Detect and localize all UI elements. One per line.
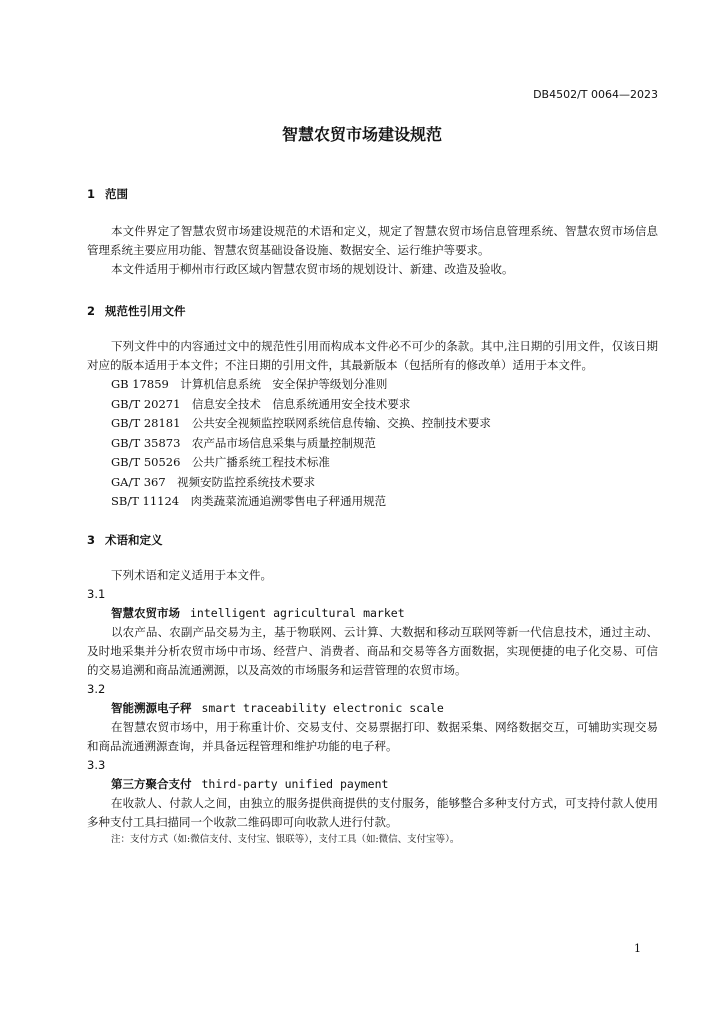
- term-number: 3.3: [87, 757, 106, 772]
- paragraph: 本文件适用于柳州市行政区域内智慧农贸市场的规划设计、新建、改造及验收。: [111, 262, 514, 276]
- section-title: 规范性引用文件: [105, 304, 186, 318]
- term-definition: 在收款人、付款人之间，由独立的服务提供商提供的支付服务，能够整合多种支付方式，可支持付款人使用多种支付工具扫描同一个收款二维码即可向收款人进行付款。: [87, 795, 658, 829]
- term-note: 注：支付方式（如:微信支付、支付宝、银联等），支付工具（如:微信、支付宝等）。: [111, 833, 460, 845]
- document-body: [87, 184, 658, 848]
- document-number: DB4502/T 0064—2023: [533, 88, 658, 101]
- reference-item: GB/T 35873 农产品市场信息采集与质量控制规范: [111, 435, 376, 450]
- section-heading-terms-definitions: [87, 530, 658, 550]
- term-definition: 在智慧农贸市场中，用于称重计价、交易支付、交易票据打印、数据采集、网络数据交互，可辅助实现交易和商品流通溯源查询，并具备远程管理和维护功能的电子秤。: [87, 719, 658, 753]
- section-heading-normative-references: [87, 301, 658, 321]
- term-chinese: 智能溯源电子秤: [111, 700, 192, 715]
- reference-item: GA/T 367 视频安防监控系统技术要求: [111, 474, 316, 489]
- term-chinese: 智慧农贸市场: [111, 605, 180, 620]
- term-english: smart traceability electronic scale: [201, 700, 444, 715]
- reference-item: GB/T 28181 公共安全视频监控联网系统信息传输、交换、控制技术要求: [111, 416, 491, 430]
- paragraph: 本文件界定了智慧农贸市场建设规范的术语和定义，规定了智慧农贸市场信息管理系统、智慧农贸市场信息管理系统主要应用功能、智慧农贸基础设备设施、数据安全、运行维护等要求。: [87, 224, 658, 257]
- term-entry: [87, 699, 658, 718]
- reference-item: GB/T 50526 公共广播系统工程技术标准: [111, 455, 330, 469]
- section-title: 术语和定义: [105, 532, 163, 547]
- reference-item: GB 17859 计算机信息系统 安全保护等级划分准则: [111, 377, 388, 391]
- paragraph: 下列文件中的内容通过文中的规范性引用而构成本文件必不可少的条款。其中,注日期的引用文件，仅该日期对应的版本适用于本文件；不注日期的引用文件，其最新版本（包括所有的修改单）适用于本文件。: [87, 339, 658, 372]
- term-number: 3.2: [87, 681, 106, 696]
- term-english: intelligent agricultural market: [190, 605, 405, 620]
- term-english: third-party unified payment: [201, 776, 389, 791]
- paragraph: 下列术语和定义适用于本文件。: [111, 567, 272, 582]
- document-title: 智慧农贸市场建设规范: [281, 125, 442, 144]
- section-number: 1: [87, 187, 96, 201]
- section-number: 2: [87, 304, 96, 318]
- page-number: 1: [634, 942, 641, 955]
- reference-item: GB/T 20271 信息安全技术 信息系统通用安全技术要求: [111, 396, 411, 411]
- term-chinese: 第三方聚合支付: [111, 776, 192, 791]
- section-number: 3: [87, 532, 96, 547]
- section-heading-scope: [87, 184, 658, 204]
- reference-item: SB/T 11124 肉类蔬菜流通追溯零售电子秤通用规范: [111, 494, 387, 508]
- section-title: 范围: [105, 187, 128, 201]
- term-entry: [87, 604, 658, 623]
- term-number: 3.1: [87, 586, 106, 601]
- term-definition: 以农产品、农副产品交易为主，基于物联网、云计算、大数据和移动互联网等新一代信息技术，通过主动、及时地采集并分析农贸市场中市场、经营户、消费者、商品和交易等各方面数据，实现便捷的电子化交易、可信的交易追溯和商品流通溯源，以及高效的市场服务和运营管理的农贸市场。: [87, 624, 658, 677]
- term-entry: [87, 775, 658, 794]
